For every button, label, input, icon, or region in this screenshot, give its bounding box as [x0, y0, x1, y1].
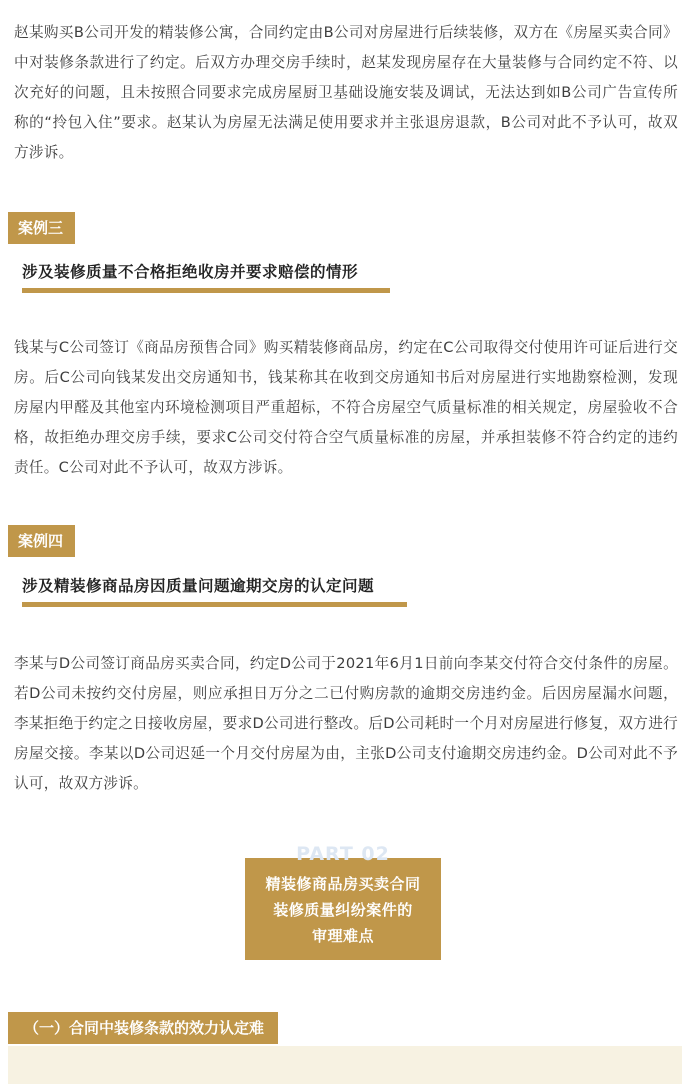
part-two-heading-line1: 精装修商品房买卖合同 — [265, 875, 421, 893]
part-two-heading-line2: 装修质量纠纷案件的 — [273, 901, 413, 919]
section-one-background — [8, 1046, 682, 1084]
section-one-heading: （一）合同中装修条款的效力认定难 — [8, 1012, 278, 1044]
case-four-underline — [22, 602, 407, 607]
paragraph-case2-facts: 赵某购买B公司开发的精装修公寓，合同约定由B公司对房屋进行后续装修，双方在《房屋买卖合同》中对装修条款进行了约定。后双方办理交房手续时，赵某发现房屋存在大量装修与合同约定不符、以次充好的问题，且未按照合同要求完成房屋厨卫基础设施安装及调试，无法达到如B公司广告宣传所称的“拎包入住”要求。赵某认为房屋无法满足使用要求并主张退房退款，B公司对此不予认可，故双方涉诉。 — [14, 24, 678, 161]
case-four-tag: 案例四 — [8, 525, 75, 557]
part-two-heading — [245, 871, 441, 949]
part-two-label: PART 02 — [296, 843, 390, 865]
case-three-tag: 案例三 — [8, 212, 75, 244]
paragraph-case4-facts: 李某与D公司签订商品房买卖合同，约定D公司于2021年6月1日前向李某交付符合交付条件的房屋。若D公司未按约交付房屋，则应承担日万分之二已付购房款的逾期交房违约金。后因房屋漏水问题，李某拒绝于约定之日接收房屋，要求D公司进行整改。后D公司耗时一个月对房屋进行修复，双方进行房屋交接。李某以D公司迟延一个月交付房屋为由，主张D公司支付逾期交房违约金。D公司对此不予认可，故双方涉诉。 — [14, 655, 678, 792]
paragraph-case3-facts: 钱某与C公司签订《商品房预售合同》购买精装修商品房，约定在C公司取得交付使用许可证后进行交房。后C公司向钱某发出交房通知书，钱某称其在收到交房通知书后对房屋进行实地勘察检测，发现房屋内甲醛及其他室内环境检测项目严重超标，不符合房屋空气质量标准的相关规定，房屋验收不合格，故拒绝办理交房手续，要求C公司交付符合空气质量标准的房屋，并承担装修不符合约定的违约责任。C公司对此不予认可，故双方涉诉。 — [14, 339, 678, 476]
part-two-heading-line3: 审理难点 — [311, 927, 374, 945]
case-four-title: 涉及精装修商品房因质量问题逾期交房的认定问题 — [22, 577, 375, 595]
case-three-title: 涉及装修质量不合格拒绝收房并要求赔偿的情形 — [22, 263, 359, 281]
case-three-underline — [22, 288, 390, 293]
